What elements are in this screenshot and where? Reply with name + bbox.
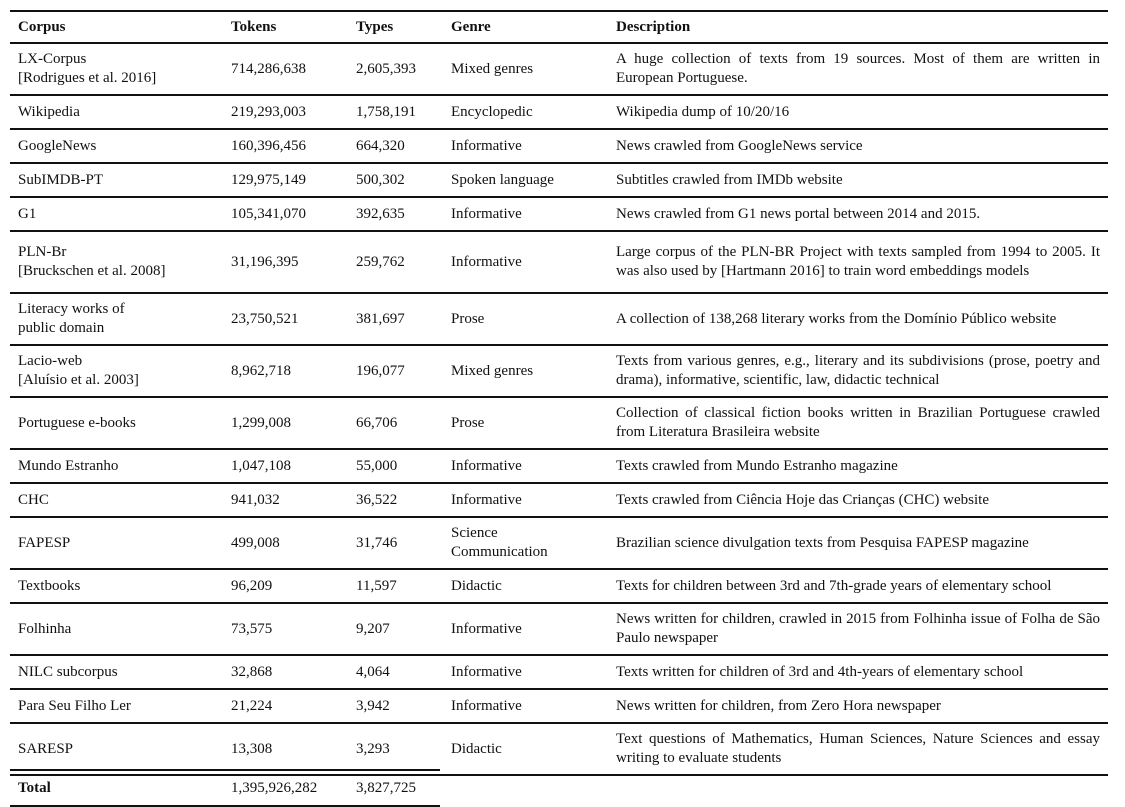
cell-description: News written for children, from Zero Hora newspaper [608,689,1108,723]
cell-line: Wikipedia [18,103,80,120]
cell-corpus [10,689,223,723]
cell-line: Literacy works of [18,301,125,317]
cell-line: Informative [451,205,522,222]
cell-line: Didactic [451,577,502,594]
cell-corpus [10,449,223,483]
cell-line: public domain [18,320,105,336]
cell-description: Texts from various genres, e.g., literary and its subdivisions (prose, poetry and drama), informative, scientific, law, didactic technical [608,345,1108,397]
cell-corpus [10,163,223,197]
table-row [10,483,1108,517]
cell-corpus [10,723,223,775]
cell-description: Texts crawled from Ciência Hoje das Crianças (CHC) website [608,483,1108,517]
cell-description: A collection of 138,268 literary works from the Domínio Público website [608,293,1108,345]
cell-corpus [10,129,223,163]
header-genre: Genre [443,11,608,43]
cell-corpus [10,603,223,655]
cell-line: Encyclopedic [451,103,533,120]
cell-description: Large corpus of the PLN-BR Project with texts sampled from 1994 to 2005. It was also used by [Hartmann 2016] to train word embeddings models [608,231,1108,293]
cell-types: 36,522 [348,483,443,517]
table-row [10,603,1108,655]
cell-corpus [10,345,223,397]
total-tokens: 1,395,926,282 [223,770,348,806]
cell-corpus [10,397,223,449]
cell-line: Folhinha [18,620,72,637]
cell-types: 259,762 [348,231,443,293]
corpus-table [10,10,1108,776]
header-tokens: Tokens [223,11,348,43]
cell-corpus [10,483,223,517]
cell-types: 196,077 [348,345,443,397]
cell-tokens: 21,224 [223,689,348,723]
header-row [10,11,1108,43]
cell-line: Informative [451,137,522,154]
cell-types: 664,320 [348,129,443,163]
cell-corpus [10,43,223,95]
cell-corpus [10,95,223,129]
cell-line: Spoken language [451,171,554,188]
cell-types: 392,635 [348,197,443,231]
table-row [10,345,1108,397]
cell-types: 1,758,191 [348,95,443,129]
total-label: Total [10,770,223,806]
cell-tokens: 23,750,521 [223,293,348,345]
total-row [10,770,440,806]
cell-description: News written for children, crawled in 2015 from Folhinha issue of Folha de São Paulo newspaper [608,603,1108,655]
cell-genre [443,197,608,231]
header-description: Description [608,11,1108,43]
cell-tokens: 8,962,718 [223,345,348,397]
cell-tokens: 160,396,456 [223,129,348,163]
table-row [10,293,1108,345]
cell-line: Portuguese e-books [18,414,136,431]
cell-genre [443,655,608,689]
cell-tokens: 32,868 [223,655,348,689]
cell-genre [443,603,608,655]
cell-line: Prose [451,310,485,327]
cell-corpus [10,197,223,231]
cell-tokens: 13,308 [223,723,348,775]
cell-genre [443,129,608,163]
table-row [10,655,1108,689]
cell-genre [443,43,608,95]
table-row [10,95,1108,129]
cell-tokens: 105,341,070 [223,197,348,231]
cell-line: GoogleNews [18,137,97,154]
cell-description: Text questions of Mathematics, Human Sciences, Nature Sciences and essay writing to evaluate students [608,723,1108,775]
cell-line: CHC [18,491,49,508]
cell-genre [443,397,608,449]
cell-description: Texts crawled from Mundo Estranho magazine [608,449,1108,483]
cell-corpus [10,517,223,569]
table-row [10,517,1108,569]
cell-tokens: 1,299,008 [223,397,348,449]
cell-description: Texts written for children of 3rd and 4th-years of elementary school [608,655,1108,689]
cell-line: [Bruckschen et al. 2008] [18,263,166,279]
cell-genre [443,689,608,723]
cell-description: News crawled from GoogleNews service [608,129,1108,163]
cell-line: Textbooks [18,577,81,594]
cell-corpus [10,293,223,345]
cell-line: Lacio-web [18,353,83,369]
cell-line: SubIMDB-PT [18,171,104,188]
cell-corpus [10,231,223,293]
cell-description: Brazilian science divulgation texts from Pesquisa FAPESP magazine [608,517,1108,569]
cell-line: G1 [18,205,37,222]
cell-tokens: 219,293,003 [223,95,348,129]
cell-types: 55,000 [348,449,443,483]
cell-line: PLN-Br [18,244,67,260]
cell-description: A huge collection of texts from 19 sources. Most of them are written in European Portuguese. [608,43,1108,95]
cell-genre [443,517,608,569]
cell-genre [443,723,608,775]
cell-tokens: 31,196,395 [223,231,348,293]
total-table [10,769,440,807]
cell-line: Informative [451,620,522,637]
cell-types: 9,207 [348,603,443,655]
cell-line: FAPESP [18,534,71,551]
cell-line: Prose [451,414,485,431]
cell-genre [443,95,608,129]
cell-tokens: 73,575 [223,603,348,655]
cell-types: 4,064 [348,655,443,689]
cell-description: Wikipedia dump of 10/20/16 [608,95,1108,129]
cell-line: Informative [451,253,522,270]
cell-line: Informative [451,663,522,680]
table-body [10,43,1108,775]
cell-genre [443,483,608,517]
cell-description: Subtitles crawled from IMDb website [608,163,1108,197]
cell-types: 66,706 [348,397,443,449]
table-row [10,197,1108,231]
cell-genre [443,569,608,603]
cell-types: 381,697 [348,293,443,345]
table-row [10,689,1108,723]
cell-types: 11,597 [348,569,443,603]
cell-line: Informative [451,697,522,714]
cell-genre [443,345,608,397]
cell-tokens: 1,047,108 [223,449,348,483]
cell-line: Para Seu Filho Ler [18,697,131,714]
header-types: Types [348,11,443,43]
cell-line: SARESP [18,740,74,757]
header-corpus: Corpus [10,11,223,43]
cell-tokens: 941,032 [223,483,348,517]
cell-tokens: 96,209 [223,569,348,603]
cell-line: NILC subcorpus [18,663,118,680]
cell-types: 31,746 [348,517,443,569]
cell-genre [443,163,608,197]
cell-genre [443,293,608,345]
table-row [10,129,1108,163]
cell-genre [443,449,608,483]
cell-line: Communication [451,544,548,560]
cell-genre [443,231,608,293]
cell-line: Informative [451,457,522,474]
table-row [10,397,1108,449]
cell-types: 3,293 [348,723,443,775]
cell-line: Mixed genres [451,60,534,77]
cell-types: 500,302 [348,163,443,197]
cell-line: Science [451,525,498,541]
cell-corpus [10,569,223,603]
cell-line: LX-Corpus [18,51,87,67]
table-row [10,43,1108,95]
cell-corpus [10,655,223,689]
cell-line: Mixed genres [451,362,534,379]
cell-line: Mundo Estranho [18,457,119,474]
cell-line: Didactic [451,740,502,757]
cell-types: 2,605,393 [348,43,443,95]
table-row [10,163,1108,197]
cell-line: [Aluísio et al. 2003] [18,372,139,388]
table-row [10,723,1108,775]
cell-description: Texts for children between 3rd and 7th-grade years of elementary school [608,569,1108,603]
cell-description: News crawled from G1 news portal between 2014 and 2015. [608,197,1108,231]
cell-types: 3,942 [348,689,443,723]
cell-tokens: 129,975,149 [223,163,348,197]
cell-tokens: 714,286,638 [223,43,348,95]
table-row [10,449,1108,483]
total-types: 3,827,725 [348,770,440,806]
cell-tokens: 499,008 [223,517,348,569]
cell-line: [Rodrigues et al. 2016] [18,70,157,86]
cell-line: Informative [451,491,522,508]
cell-description: Collection of classical fiction books written in Brazilian Portuguese crawled from Literatura Brasileira website [608,397,1108,449]
table-row [10,569,1108,603]
table-row [10,231,1108,293]
